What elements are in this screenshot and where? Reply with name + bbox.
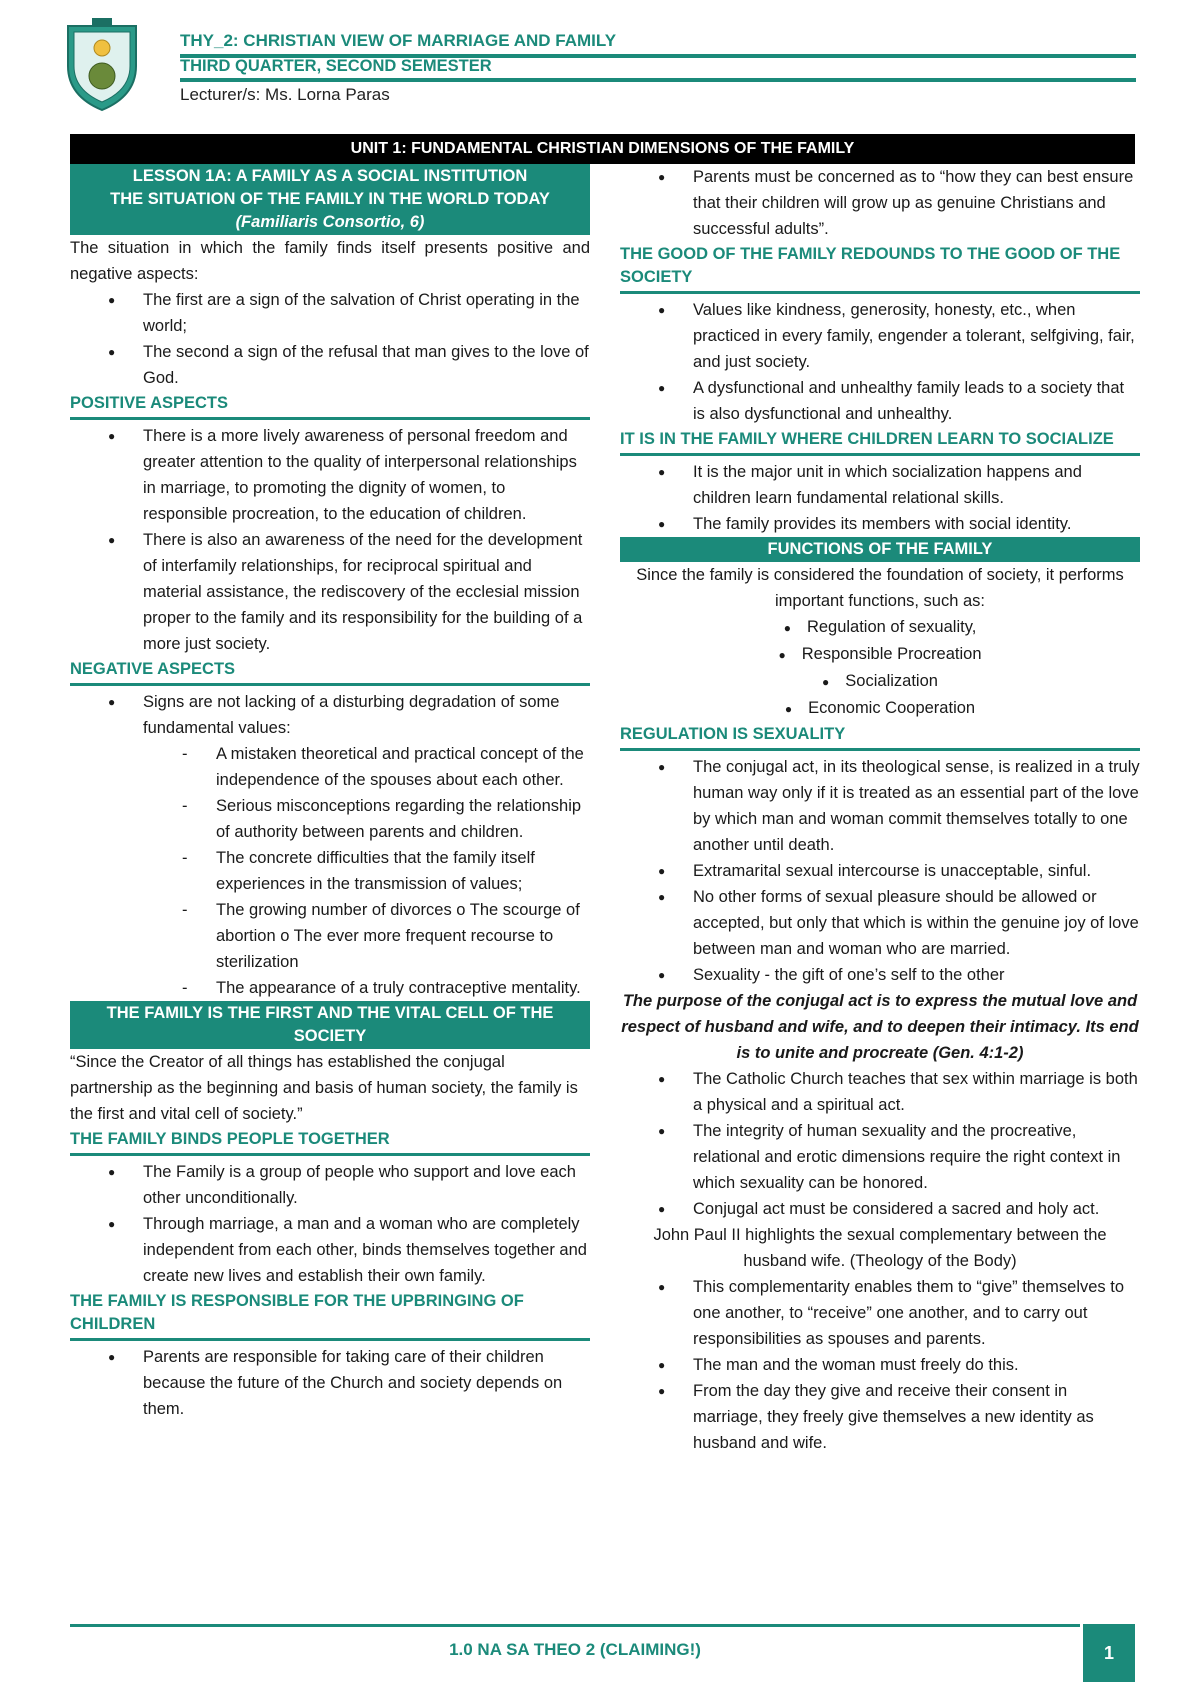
list-item: ● Values like kindness, generosity, honesty, etc., when practiced in every family, engender a tolerant, selfgiving, fair, and just society.: [620, 297, 1140, 375]
dash-item: - Serious misconceptions regarding the relationship of authority between parents and children.: [70, 793, 590, 845]
list-item: ● The Family is a group of people who support and love each other unconditionally.: [70, 1159, 590, 1211]
list-item: ● Conjugal act must be considered a sacred and holy act.: [620, 1196, 1140, 1222]
upbringing-list: [70, 1344, 590, 1422]
term-label: THIRD QUARTER, SECOND SEMESTER: [180, 56, 1136, 82]
unit-title-bar: UNIT 1: FUNDAMENTAL CHRISTIAN DIMENSIONS OF THE FAMILY: [70, 134, 1135, 164]
list-item: ● Sexuality - the gift of one’s self to the other: [620, 962, 1140, 988]
list-item: ● Through marriage, a man and a woman who are completely independent from each other, binds themselves together and create new lives and establish their own family.: [70, 1211, 590, 1289]
situation-reference: (Familiaris Consortio, 6): [235, 213, 425, 231]
lesson-band: [70, 164, 590, 235]
functions-paragraph: Since the family is considered the foundation of society, it performs important functions, such as:: [636, 566, 1124, 610]
dash-item: - A mistaken theoretical and practical concept of the independence of the spouses about each other.: [70, 741, 590, 793]
list-item: ● This complementarity enables them to “give” themselves to one another, to “receive” one another, and to carry out responsibilities as spouses and parents.: [620, 1274, 1140, 1352]
dash-item: - The appearance of a truly contraceptive mentality.: [70, 975, 590, 1001]
list-item: ● Parents are responsible for taking care of their children because the future of the Church and society depends on them.: [70, 1344, 590, 1422]
situation-title: THE SITUATION OF THE FAMILY IN THE WORLD TODAY: [110, 190, 550, 208]
list-item: ● The conjugal act, in its theological sense, is realized in a truly human way only if it is treated as an essential part of the love by which man and woman commit themselves totally to one another until death.: [620, 754, 1140, 858]
dash-item: - The growing number of divorces o The scourge of abortion o The ever more frequent recourse to sterilization: [70, 897, 590, 975]
list-item: ● Regulation of sexuality,: [783, 618, 977, 636]
situation-paragraph: The situation in which the family finds itself presents positive and negative aspects:: [70, 239, 590, 283]
regulation-list: [620, 754, 1140, 988]
list-item: ● It is the major unit in which socialization happens and children learn fundamental relational skills.: [620, 459, 1140, 511]
good-list: [620, 297, 1140, 427]
list-item: ● No other forms of sexual pleasure should be allowed or accepted, but only that which is within the genuine joy of love between man and woman who are married.: [620, 884, 1140, 962]
jp2-list: [620, 1274, 1140, 1456]
negative-aspects-heading: NEGATIVE ASPECTS: [70, 658, 590, 686]
list-item: ● Parents must be concerned as to “how they can best ensure that their children will grow up as genuine Christians and successful adults”.: [620, 164, 1140, 242]
left-column: [70, 164, 590, 1422]
list-item: ● The integrity of human sexuality and the procreative, relational and erotic dimensions require the right context in which sexuality can be honored.: [620, 1118, 1140, 1196]
regulation-heading: REGULATION IS SEXUALITY: [620, 723, 1140, 751]
socialize-list: [620, 459, 1140, 537]
footer-divider: [70, 1624, 1080, 1627]
positive-aspects-heading: POSITIVE ASPECTS: [70, 392, 590, 420]
list-item: ● There is also an awareness of the need for the development of interfamily relationships, for reciprocal spiritual and material assistance, the rediscovery of the ecclesial mission proper to the family and its responsibility for the building of a more just society.: [70, 527, 590, 657]
list-item: ● Socialization: [822, 672, 938, 690]
vital-cell-paragraph: “Since the Creator of all things has established the conjugal partnership as the beginning and basis of human society, the family is the first and vital cell of society.”: [70, 1053, 578, 1123]
functions-list: [620, 614, 1140, 722]
list-item: ● Responsible Procreation: [778, 645, 982, 663]
positive-list: [70, 423, 590, 657]
good-of-family-heading: THE GOOD OF THE FAMILY REDOUNDS TO THE GOOD OF THE SOCIETY: [620, 243, 1140, 294]
negative-list: [70, 689, 590, 1001]
parents-list: [620, 164, 1140, 242]
lesson-title: LESSON 1A: A FAMILY AS A SOCIAL INSTITUTION: [132, 167, 528, 185]
binds-list: [70, 1159, 590, 1289]
socialize-heading: IT IS IN THE FAMILY WHERE CHILDREN LEARN TO SOCIALIZE: [620, 428, 1140, 456]
lecturer-label: Lecturer/s: Ms. Lorna Paras: [180, 85, 390, 104]
church-list: [620, 1066, 1140, 1222]
situation-list: [70, 287, 590, 391]
footer-text: 1.0 NA SA THEO 2 (CLAIMING!): [449, 1640, 701, 1659]
list-item: ● The Catholic Church teaches that sex within marriage is both a physical and a spiritual act.: [620, 1066, 1140, 1118]
jp2-paragraph: John Paul II highlights the sexual complementary between the husband wife. (Theology of the Body): [653, 1226, 1107, 1270]
page-number: 1: [1083, 1624, 1135, 1682]
list-item: ● Signs are not lacking of a disturbing degradation of some fundamental values:: [70, 689, 590, 741]
list-item: ● The family provides its members with social identity.: [620, 511, 1140, 537]
list-item: ● From the day they give and receive their consent in marriage, they freely give themselves a new identity as husband and wife.: [620, 1378, 1140, 1456]
list-item: ● There is a more lively awareness of personal freedom and greater attention to the quality of interpersonal relationships in marriage, to promoting the dignity of women, to responsible procreation, to the education of children.: [70, 423, 590, 527]
functions-heading: FUNCTIONS OF THE FAMILY: [620, 537, 1140, 562]
list-item: ● The second a sign of the refusal that man gives to the love of God.: [70, 339, 590, 391]
vital-cell-heading: THE FAMILY IS THE FIRST AND THE VITAL CELL OF THE SOCIETY: [70, 1001, 590, 1049]
list-item: ● A dysfunctional and unhealthy family leads to a society that is also dysfunctional and unhealthy.: [620, 375, 1140, 427]
list-item: ● The first are a sign of the salvation of Christ operating in the world;: [70, 287, 590, 339]
binds-heading: THE FAMILY BINDS PEOPLE TOGETHER: [70, 1128, 590, 1156]
school-crest-logo: [64, 16, 140, 112]
purpose-statement: The purpose of the conjugal act is to express the mutual love and respect of husband and wife, and to deepen their intimacy. Its end is to unite and procreate (Gen. 4:1-2): [621, 992, 1139, 1062]
list-item: ● Extramarital sexual intercourse is unacceptable, sinful.: [620, 858, 1140, 884]
list-item: ● Economic Cooperation: [784, 699, 976, 717]
list-item: ● The man and the woman must freely do this.: [620, 1352, 1140, 1378]
dash-item: - The concrete difficulties that the family itself experiences in the transmission of values;: [70, 845, 590, 897]
right-column: [620, 164, 1140, 1456]
course-title: THY_2: CHRISTIAN VIEW OF MARRIAGE AND FAMILY: [180, 30, 1136, 58]
upbringing-heading: THE FAMILY IS RESPONSIBLE FOR THE UPBRINGING OF CHILDREN: [70, 1290, 590, 1341]
